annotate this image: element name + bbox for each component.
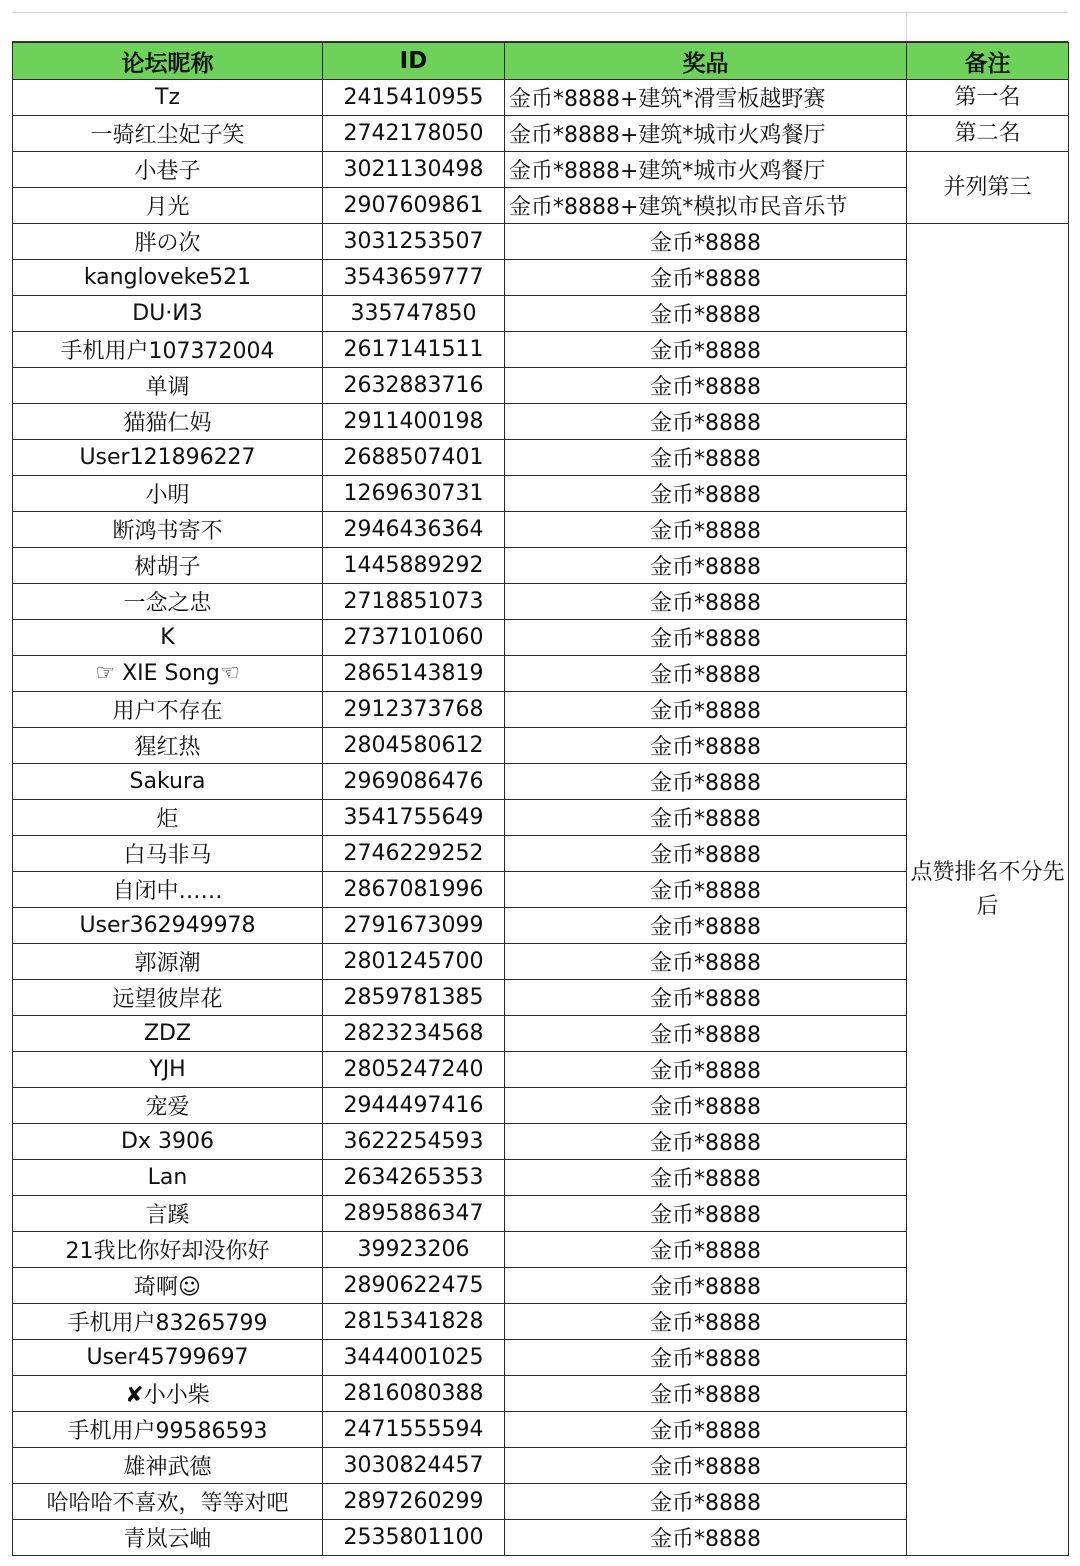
blank-top-cell <box>12 13 907 41</box>
nickname-cell: Tz <box>13 80 323 116</box>
nickname-cell: kangloveke521 <box>13 260 323 296</box>
nickname-cell: DU·И3 <box>13 296 323 332</box>
prize-cell: 金币*8888 <box>505 440 907 476</box>
nickname-cell: 胖の次 <box>13 224 323 260</box>
id-cell: 2890622475 <box>323 1268 505 1304</box>
id-cell: 2742178050 <box>323 116 505 152</box>
nickname-cell: 自闭中…… <box>13 872 323 908</box>
id-cell: 1445889292 <box>323 548 505 584</box>
prize-cell: 金币*8888 <box>505 1484 907 1520</box>
nickname-cell: 白马非马 <box>13 836 323 872</box>
nickname-cell: 手机用户107372004 <box>13 332 323 368</box>
id-cell: 2816080388 <box>323 1376 505 1412</box>
id-cell: 2912373768 <box>323 692 505 728</box>
prize-cell: 金币*8888 <box>505 332 907 368</box>
id-cell: 39923206 <box>323 1232 505 1268</box>
nickname-cell: User45799697 <box>13 1340 323 1376</box>
nickname-cell: 宠爱 <box>13 1088 323 1124</box>
table-row <box>13 152 1069 188</box>
prize-cell: 金币*8888 <box>505 368 907 404</box>
id-cell: 2737101060 <box>323 620 505 656</box>
prize-cell: 金币*8888 <box>505 1268 907 1304</box>
id-cell: 2907609861 <box>323 188 505 224</box>
prize-cell: 金币*8888 <box>505 1088 907 1124</box>
header-prize: 奖品 <box>505 43 907 80</box>
table-body <box>13 80 1069 1556</box>
id-cell: 2815341828 <box>323 1304 505 1340</box>
prize-cell: 金币*8888 <box>505 836 907 872</box>
nickname-cell: K <box>13 620 323 656</box>
header-id: ID <box>323 43 505 80</box>
prize-cell: 金币*8888 <box>505 1016 907 1052</box>
prize-cell: 金币*8888 <box>505 296 907 332</box>
nickname-cell: 炬 <box>13 800 323 836</box>
prize-cell: 金币*8888 <box>505 548 907 584</box>
table-row <box>13 116 1069 152</box>
prize-cell: 金币*8888 <box>505 908 907 944</box>
id-cell: 2415410955 <box>323 80 505 116</box>
id-cell: 2823234568 <box>323 1016 505 1052</box>
prize-cell: 金币*8888 <box>505 476 907 512</box>
nickname-cell: 郭源潮 <box>13 944 323 980</box>
prize-cell: 金币*8888 <box>505 512 907 548</box>
id-cell: 3030824457 <box>323 1448 505 1484</box>
id-cell: 2688507401 <box>323 440 505 476</box>
nickname-cell: 21我比你好却没你好 <box>13 1232 323 1268</box>
id-cell: 2944497416 <box>323 1088 505 1124</box>
prize-cell: 金币*8888 <box>505 620 907 656</box>
prize-cell: 金币*8888 <box>505 1412 907 1448</box>
id-cell: 2804580612 <box>323 728 505 764</box>
id-cell: 2867081996 <box>323 872 505 908</box>
prize-cell: 金币*8888 <box>505 1304 907 1340</box>
nickname-cell: 小巷子 <box>13 152 323 188</box>
prize-cell: 金币*8888 <box>505 728 907 764</box>
id-cell: 2746229252 <box>323 836 505 872</box>
id-cell: 3543659777 <box>323 260 505 296</box>
header-row <box>13 43 1069 80</box>
nickname-cell: 言蹊 <box>13 1196 323 1232</box>
note-cell: 并列第三 <box>907 152 1069 224</box>
prize-cell: 金币*8888 <box>505 1052 907 1088</box>
prize-cell: 金币*8888 <box>505 872 907 908</box>
nickname-cell: 远望彼岸花 <box>13 980 323 1016</box>
prize-cell: 金币*8888+建筑*城市火鸡餐厅 <box>505 152 907 188</box>
nickname-cell: User121896227 <box>13 440 323 476</box>
id-cell: 2865143819 <box>323 656 505 692</box>
table-row <box>13 224 1069 260</box>
id-cell: 2718851073 <box>323 584 505 620</box>
nickname-cell: 一骑红尘妃子笑 <box>13 116 323 152</box>
id-cell: 2897260299 <box>323 1484 505 1520</box>
nickname-cell: 断鸿书寄不 <box>13 512 323 548</box>
spreadsheet <box>12 12 1068 1556</box>
id-cell: 335747850 <box>323 296 505 332</box>
id-cell: 3031253507 <box>323 224 505 260</box>
nickname-cell: 月光 <box>13 188 323 224</box>
id-cell: 2471555594 <box>323 1412 505 1448</box>
table-row <box>13 80 1069 116</box>
nickname-cell: 手机用户83265799 <box>13 1304 323 1340</box>
nickname-cell: YJH <box>13 1052 323 1088</box>
prize-cell: 金币*8888 <box>505 224 907 260</box>
blank-top-cell <box>907 13 1068 41</box>
id-cell: 2617141511 <box>323 332 505 368</box>
nickname-cell: 青岚云岫 <box>13 1520 323 1556</box>
nickname-cell: 手机用户99586593 <box>13 1412 323 1448</box>
prize-cell: 金币*8888 <box>505 656 907 692</box>
prize-cell: 金币*8888+建筑*城市火鸡餐厅 <box>505 116 907 152</box>
id-cell: 2535801100 <box>323 1520 505 1556</box>
nickname-cell: 单调 <box>13 368 323 404</box>
id-cell: 2859781385 <box>323 980 505 1016</box>
prize-cell: 金币*8888 <box>505 800 907 836</box>
header-note: 备注 <box>907 43 1069 80</box>
nickname-cell: 用户不存在 <box>13 692 323 728</box>
nickname-cell: 小明 <box>13 476 323 512</box>
nickname-cell: ☞ XIE Song☜ <box>13 656 323 692</box>
rest-note-cell: 点赞排名不分先后 <box>907 224 1069 1556</box>
nickname-cell: 哈哈哈不喜欢，等等对吧 <box>13 1484 323 1520</box>
prize-cell: 金币*8888 <box>505 1160 907 1196</box>
id-cell: 2805247240 <box>323 1052 505 1088</box>
nickname-cell: Sakura <box>13 764 323 800</box>
nickname-cell: ✘小小柴 <box>13 1376 323 1412</box>
id-cell: 3444001025 <box>323 1340 505 1376</box>
id-cell: 2634265353 <box>323 1160 505 1196</box>
note-cell: 第一名 <box>907 80 1069 116</box>
id-cell: 2801245700 <box>323 944 505 980</box>
header-nickname: 论坛昵称 <box>13 43 323 80</box>
nickname-cell: Dx 3906 <box>13 1124 323 1160</box>
nickname-cell: User362949978 <box>13 908 323 944</box>
id-cell: 2791673099 <box>323 908 505 944</box>
prize-cell: 金币*8888 <box>505 260 907 296</box>
prize-cell: 金币*8888 <box>505 980 907 1016</box>
prize-cell: 金币*8888 <box>505 1196 907 1232</box>
id-cell: 3541755649 <box>323 800 505 836</box>
prize-cell: 金币*8888 <box>505 764 907 800</box>
blank-top-row <box>12 12 1068 42</box>
id-cell: 3622254593 <box>323 1124 505 1160</box>
prize-cell: 金币*8888 <box>505 1232 907 1268</box>
id-cell: 2969086476 <box>323 764 505 800</box>
id-cell: 2911400198 <box>323 404 505 440</box>
id-cell: 1269630731 <box>323 476 505 512</box>
nickname-cell: 猩红热 <box>13 728 323 764</box>
prize-cell: 金币*8888+建筑*模拟市民音乐节 <box>505 188 907 224</box>
prize-cell: 金币*8888 <box>505 692 907 728</box>
prize-cell: 金币*8888 <box>505 944 907 980</box>
nickname-cell: 一念之忠 <box>13 584 323 620</box>
prize-cell: 金币*8888 <box>505 1376 907 1412</box>
prize-cell: 金币*8888 <box>505 404 907 440</box>
nickname-cell: 树胡子 <box>13 548 323 584</box>
id-cell: 2632883716 <box>323 368 505 404</box>
prize-cell: 金币*8888 <box>505 584 907 620</box>
prize-cell: 金币*8888 <box>505 1520 907 1556</box>
nickname-cell: Lan <box>13 1160 323 1196</box>
id-cell: 2895886347 <box>323 1196 505 1232</box>
nickname-cell: 雄神武德 <box>13 1448 323 1484</box>
prize-cell: 金币*8888+建筑*滑雪板越野赛 <box>505 80 907 116</box>
note-cell: 第二名 <box>907 116 1069 152</box>
id-cell: 3021130498 <box>323 152 505 188</box>
prize-cell: 金币*8888 <box>505 1340 907 1376</box>
nickname-cell: ZDZ <box>13 1016 323 1052</box>
prize-winners-table <box>12 42 1069 1556</box>
prize-cell: 金币*8888 <box>505 1124 907 1160</box>
nickname-cell: 琦啊☺ <box>13 1268 323 1304</box>
id-cell: 2946436364 <box>323 512 505 548</box>
nickname-cell: 猫猫仁妈 <box>13 404 323 440</box>
prize-cell: 金币*8888 <box>505 1448 907 1484</box>
